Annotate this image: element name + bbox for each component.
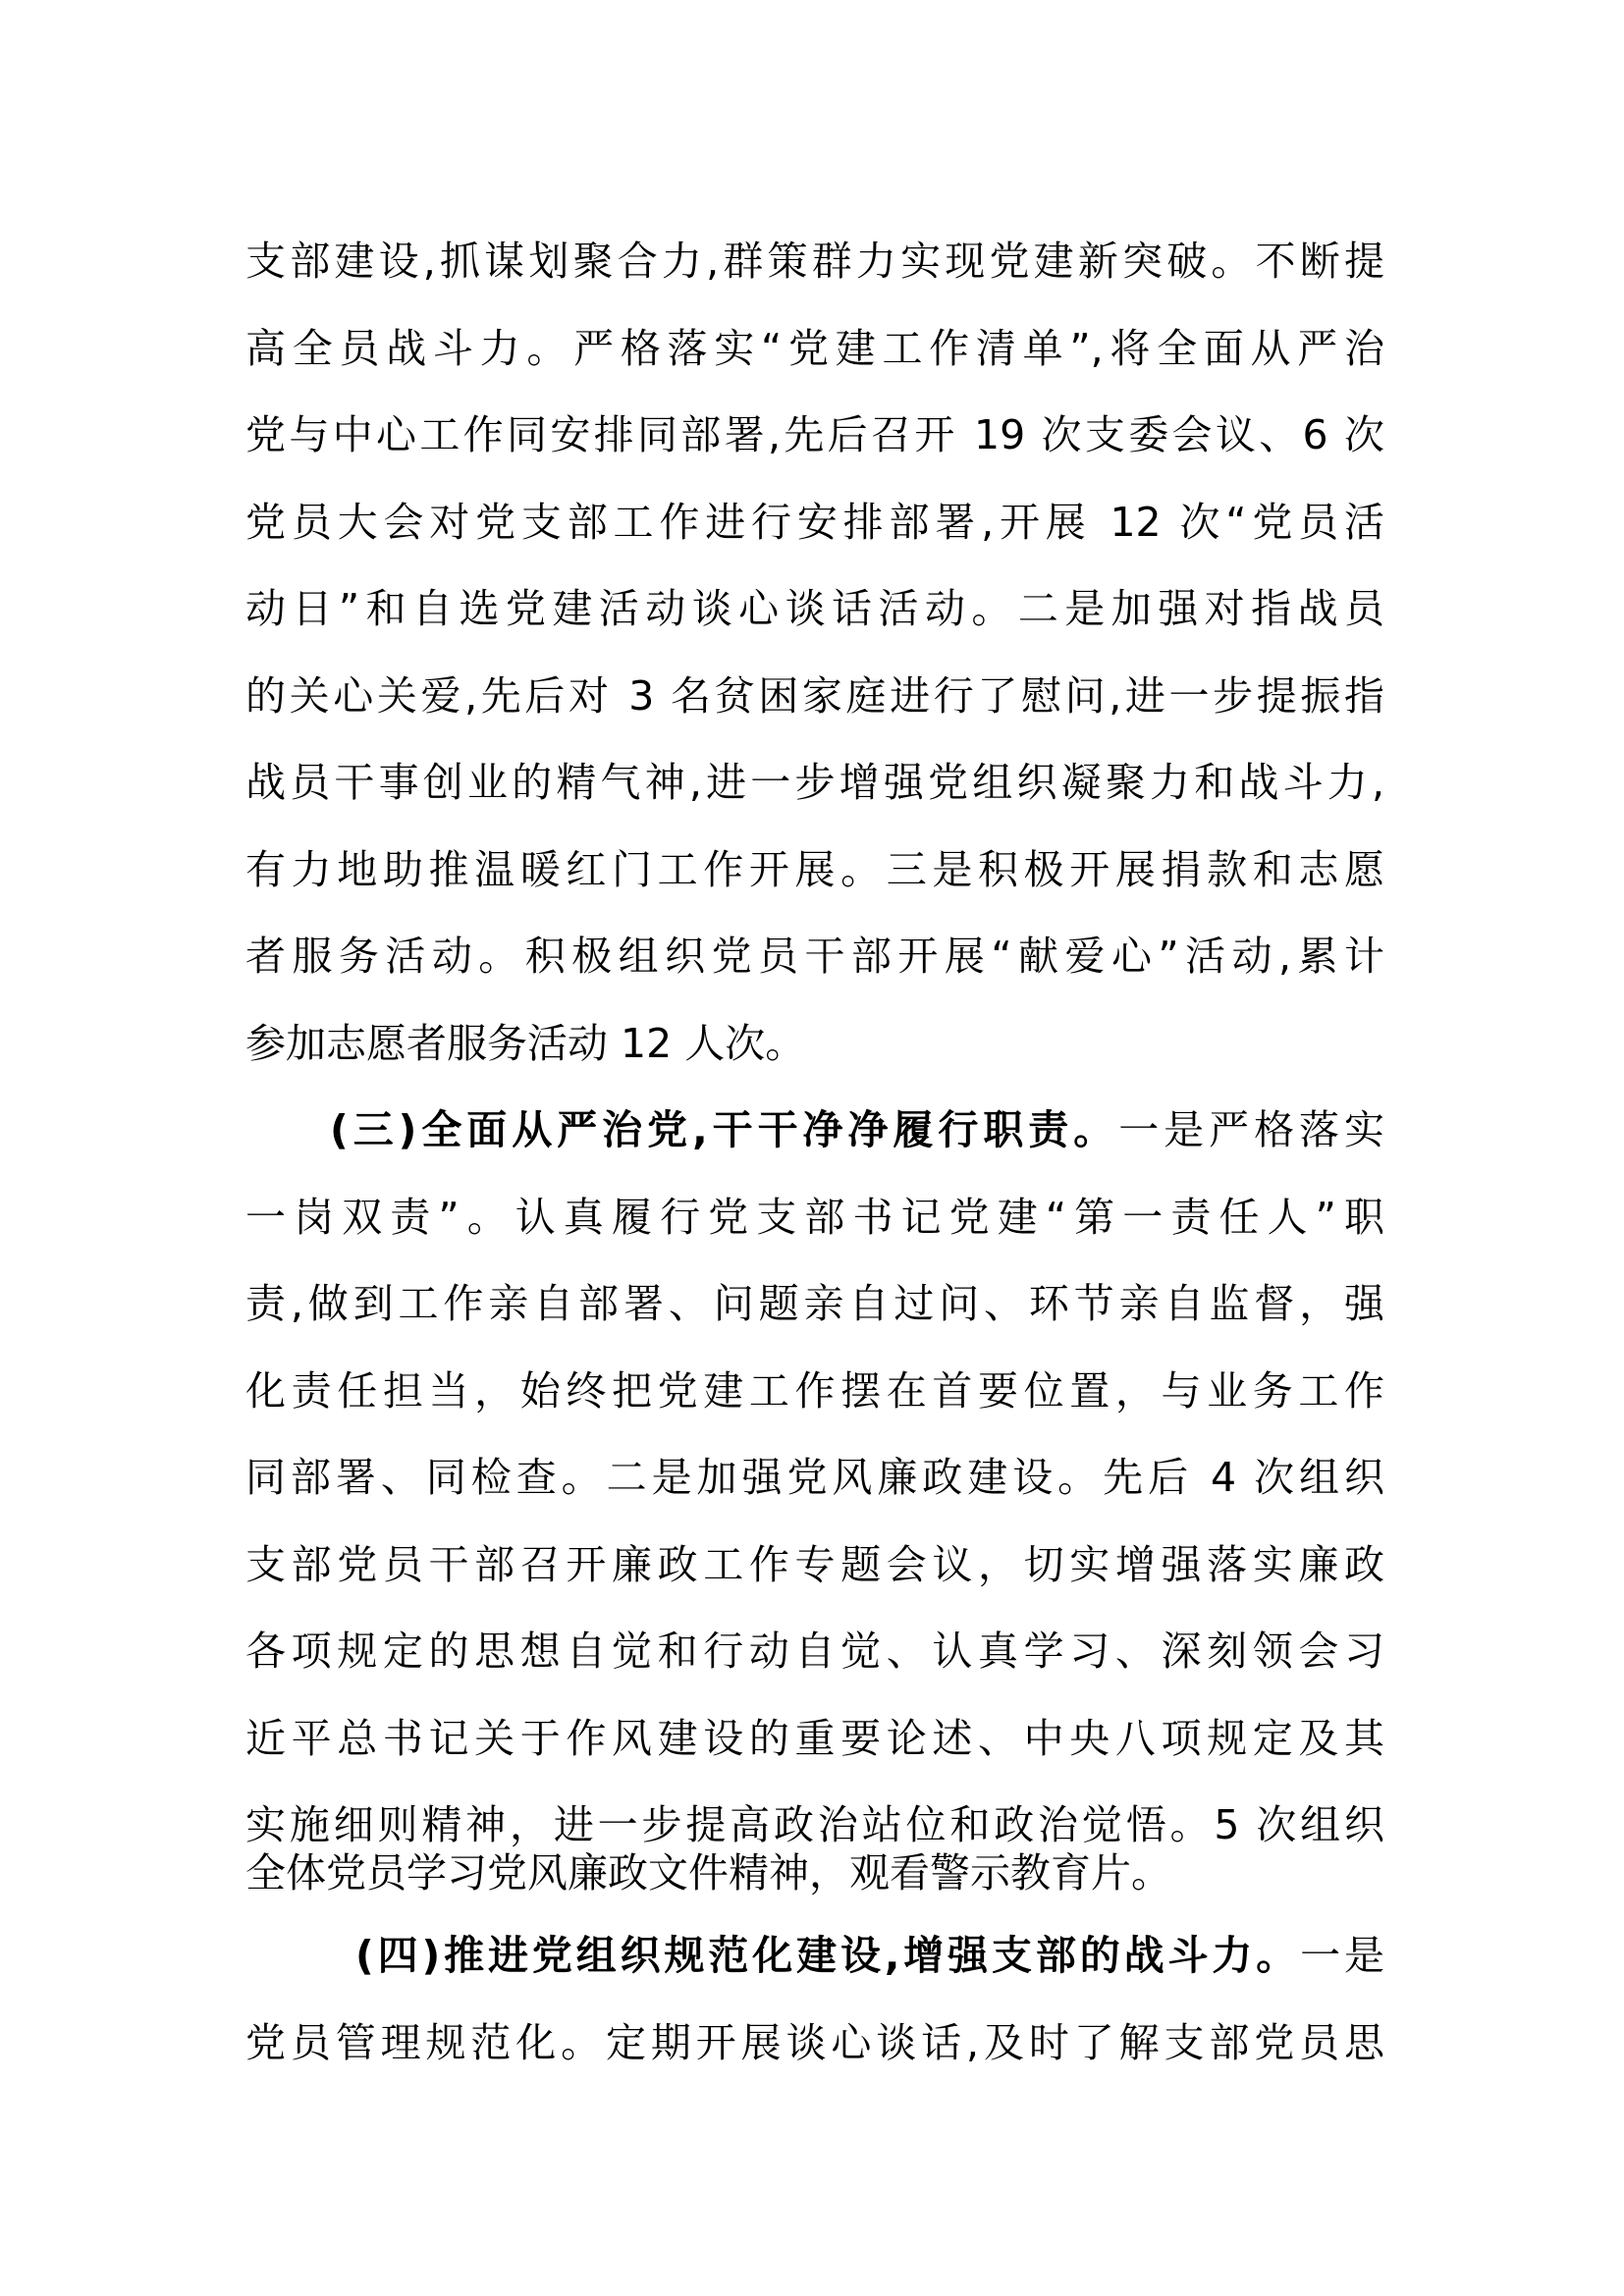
paragraph-line: 党与中心工作同安排同部署,先后召开 19 次支委会议、6 次	[245, 411, 1384, 458]
paragraph-line: 一岗双责”。认真履行党支部书记党建“第一责任人”职	[245, 1194, 1384, 1241]
paragraph-line: 支部党员干部召开廉政工作专题会议，切实增强落实廉政	[245, 1541, 1384, 1588]
section-heading-tail: 一是严格落实	[1118, 1106, 1384, 1153]
section-heading: (四)推进党组织规范化建设,增强支部的战斗力。	[355, 1932, 1301, 1979]
paragraph-line: 近平总书记关于作风建设的重要论述、中央八项规定及其	[245, 1715, 1384, 1762]
paragraph-line: 参加志愿者服务活动 12 人次。	[245, 1020, 806, 1067]
paragraph-line: 的关心关爱,先后对 3 名贫困家庭进行了慰问,进一步提振指	[245, 672, 1384, 720]
paragraph-line: 各项规定的思想自觉和行动自觉、认真学习、深刻领会习	[245, 1628, 1384, 1675]
paragraph-line: 者服务活动。积极组织党员干部开展“献爱心”活动,累计	[245, 933, 1384, 980]
paragraph-line: 党员大会对党支部工作进行安排部署,开展 12 次“党员活	[245, 499, 1384, 546]
paragraph-line: 实施细则精神，进一步提高政治站位和政治觉悟。5 次组织	[245, 1801, 1384, 1848]
section-heading-line	[330, 1100, 1384, 1159]
section-heading-tail: 一是	[1300, 1932, 1384, 1979]
paragraph-line: 党员管理规范化。定期开展谈心谈话,及时了解支部党员思	[245, 2019, 1384, 2066]
paragraph-line: 高全员战斗力。严格落实“党建工作清单”,将全面从严治	[245, 325, 1384, 372]
paragraph-line: 支部建设,抓谋划聚合力,群策群力实现党建新突破。不断提	[245, 238, 1384, 285]
paragraph-line: 责,做到工作亲自部署、问题亲自过问、环节亲自监督，强	[245, 1280, 1384, 1327]
paragraph-line: 动日”和自选党建活动谈心谈话活动。二是加强对指战员	[245, 585, 1384, 632]
paragraph-line: 化责任担当，始终把党建工作摆在首要位置，与业务工作	[245, 1367, 1384, 1415]
section-heading: (三)全面从严治党,干干净净履行职责。	[330, 1106, 1119, 1153]
paragraph-line: 全体党员学习党风廉政文件精神，观看警示教育片。	[245, 1849, 1171, 1896]
paragraph-line: 同部署、同检查。二是加强党风廉政建设。先后 4 次组织	[245, 1454, 1384, 1501]
paragraph-line: 有力地助推温暖红门工作开展。三是积极开展捐款和志愿	[245, 846, 1384, 893]
section-heading-line	[355, 1926, 1384, 1985]
paragraph-line: 战员干事创业的精气神,进一步增强党组织凝聚力和战斗力,	[245, 759, 1384, 806]
